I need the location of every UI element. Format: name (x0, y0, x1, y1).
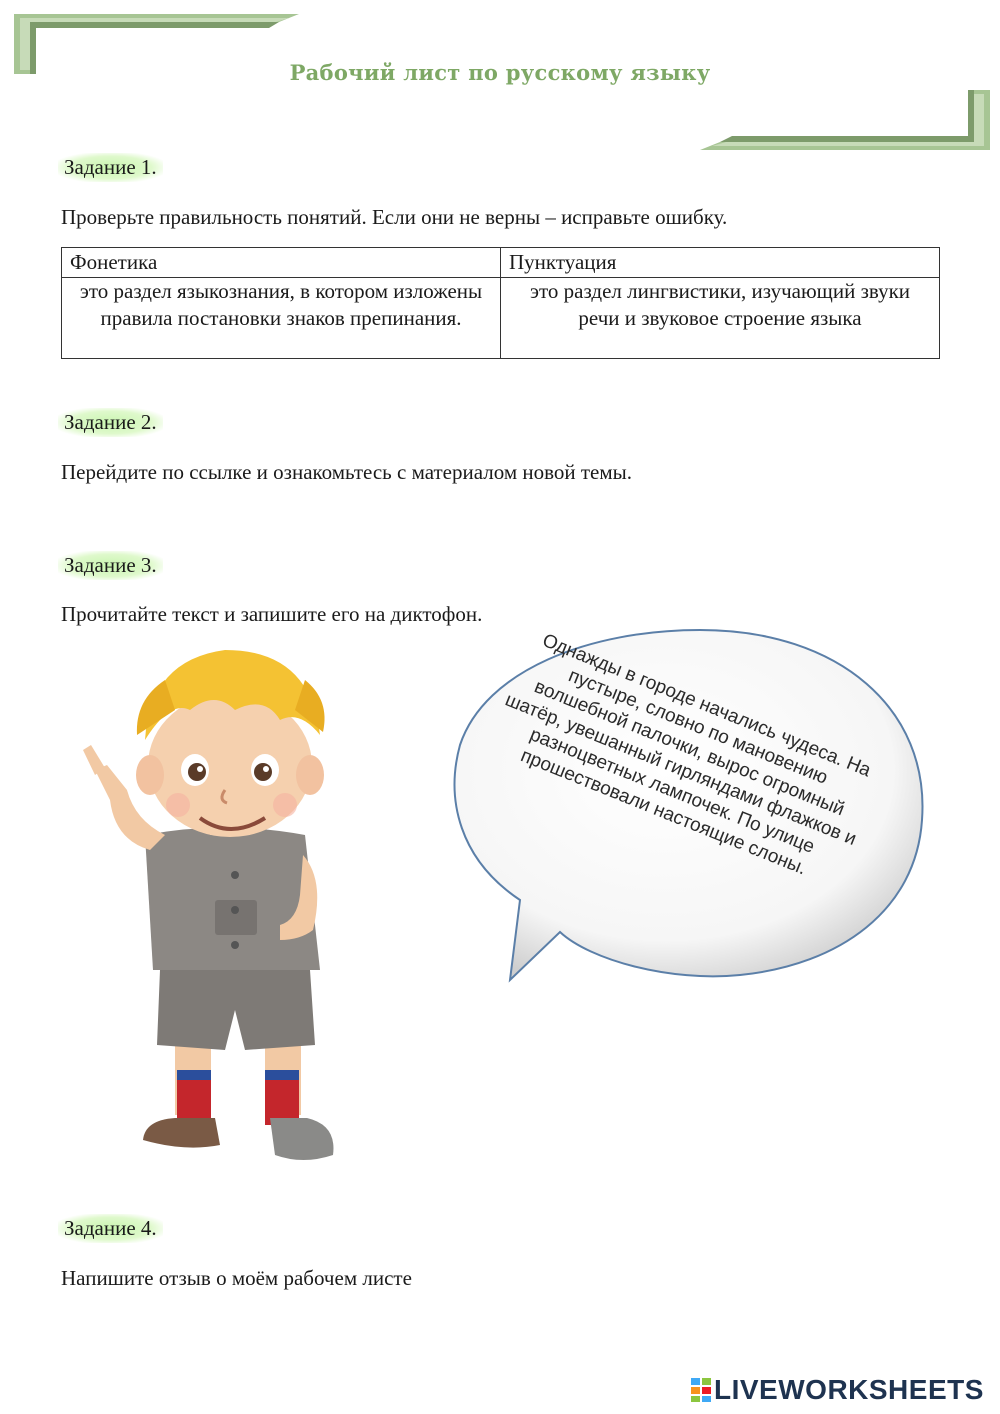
brand-name: LIVEWORKSHEETS (714, 1374, 984, 1405)
table-header-punctuation: Пунктуация (501, 248, 940, 278)
brand-logo[interactable] (690, 1374, 984, 1406)
task-1-instruction: Проверьте правильность понятий. Если они не верны – исправьте ошибку. (61, 205, 728, 229)
boy-illustration (75, 640, 375, 1185)
concepts-table (61, 247, 940, 359)
task-3-label: Задание 3. (58, 551, 163, 580)
task-4-label: Задание 4. (58, 1214, 163, 1243)
table-header-phonetics: Фонетика (62, 248, 501, 278)
task-3-instruction: Прочитайте текст и запишите его на диктофон. (61, 602, 483, 626)
task-4-instruction: Напишите отзыв о моём рабочем листе (61, 1266, 412, 1290)
brand-icon (690, 1377, 712, 1403)
table-definition-punctuation: это раздел лингвистики, изучающий звуки речи и звуковое строение языка (501, 278, 940, 359)
task-1-label: Задание 1. (58, 153, 163, 182)
table-definition-phonetics: это раздел языкознания, в котором изложены правила постановки знаков препинания. (62, 278, 501, 359)
page-title: Рабочий лист по русскому языку (289, 60, 711, 85)
corner-decoration-bottom-right (700, 90, 990, 150)
speech-bubble-text: Однажды в городе начались чудеса. На пустыре, словно по мановению волшебной палочки, вырос огромный шатёр, увешанный гирляндами флажков и разноцветных лампочек. По улице прошествовали настоящие слоны. (502, 629, 874, 880)
task-2-label: Задание 2. (58, 408, 163, 437)
task-2-instruction: Перейдите по ссылке и ознакомьтесь с материалом новой темы. (61, 460, 632, 484)
